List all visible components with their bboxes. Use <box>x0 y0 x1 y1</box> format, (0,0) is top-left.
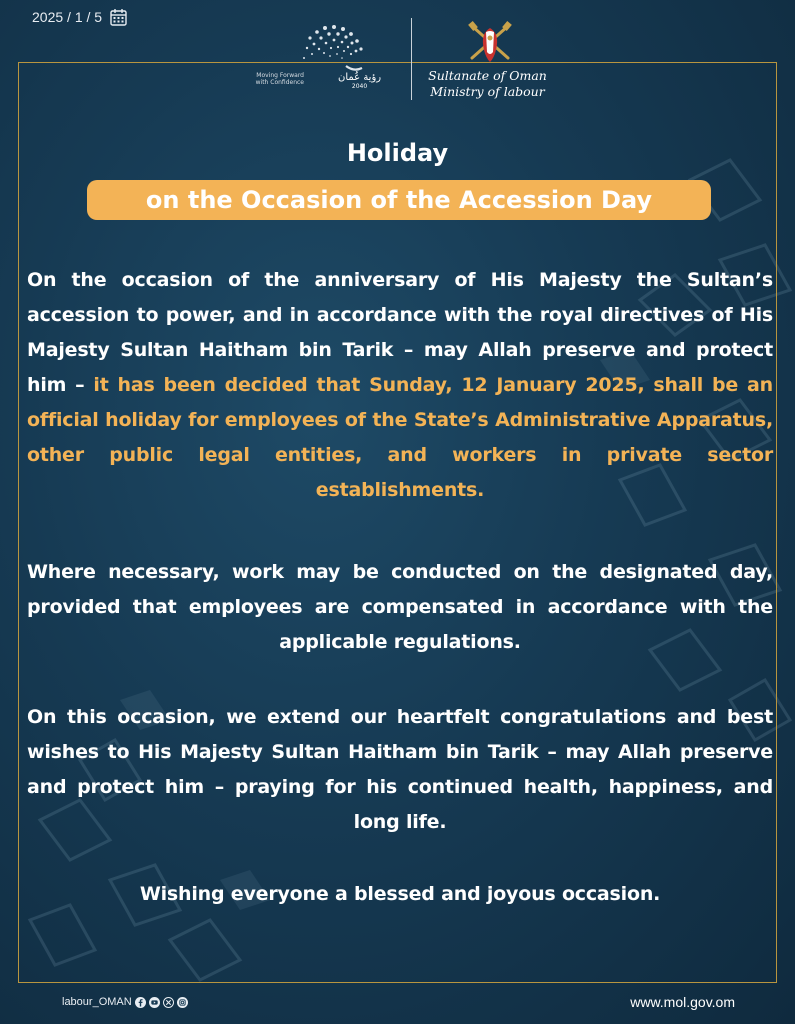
subtitle-banner: on the Occasion of the Accession Day <box>87 180 711 220</box>
paragraph-congratulations: On this occasion, we extend our heartfelt congratulations and best wishes to His Majesty Sultan Haitham bin Tarik – may Allah preserve and protect him – praying for his continued health, happiness, and long life. <box>27 706 773 833</box>
frame-right-line <box>776 62 777 982</box>
date-text: 2025 / 1 / 5 <box>32 9 103 25</box>
youtube-icon[interactable] <box>149 997 160 1008</box>
oman-national-emblem <box>462 18 518 68</box>
social-handle[interactable]: labour_OMAN <box>62 996 132 1008</box>
header-logos <box>0 0 795 110</box>
page-title: Holiday <box>346 139 449 167</box>
header-divider <box>411 18 412 100</box>
frame-left-line <box>18 62 19 982</box>
paragraph-announcement <box>27 263 773 508</box>
ministry-line-1: Sultanate of Oman <box>428 68 547 83</box>
vision-year: 2040 <box>351 83 368 90</box>
instagram-icon[interactable] <box>177 997 188 1008</box>
paragraph-compensation: Where necessary, work may be conducted on the designated day, provided that employees are compensated in accordance with the applicable regulations. <box>27 561 773 653</box>
paragraph-announcement-intro: On the occasion of the anniversary of His Majesty the Sultan’s accession to power, and in accordance with the royal directives of His Majesty Sultan Haitham bin Tarik – may Allah preserve and protect him – <box>27 269 773 396</box>
x-icon[interactable] <box>163 997 174 1008</box>
vision-tagline: Moving Forward with Confidence <box>255 72 304 86</box>
social-handle-row <box>62 996 188 1008</box>
vision-arabic-text: رؤية عُمان 2040 <box>338 72 382 90</box>
facebook-icon[interactable] <box>135 997 146 1008</box>
paragraph-announcement-highlight: it has been decided that Sunday, 12 January 2025, shall be an official holiday for employees of the State’s Administrative Apparatus, other public legal entities, and workers in private sector establishments. <box>27 374 774 501</box>
paragraph-wishes: Wishing everyone a blessed and joyous occasion. <box>139 883 661 905</box>
website-link[interactable]: www.mol.gov.om <box>630 994 735 1010</box>
ministry-line-2: Ministry of labour <box>430 84 545 99</box>
frame-bottom-line <box>18 982 777 983</box>
ministry-name <box>425 68 550 100</box>
